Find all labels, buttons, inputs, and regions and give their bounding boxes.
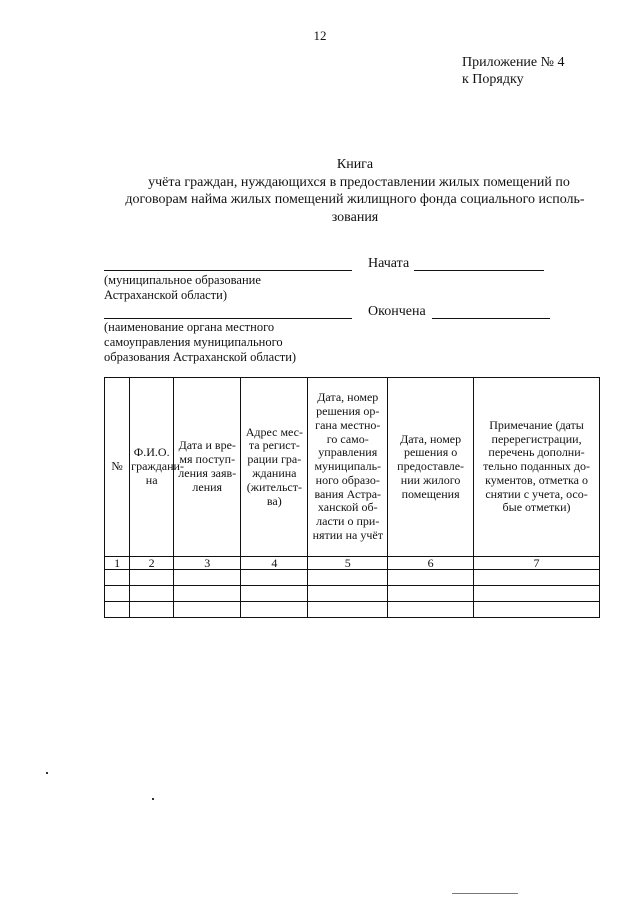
- header-notes: Примечание (даты перерегистрации, перечень дополни- тельно поданных до- кументов, отметка о снятии с учета, осо- бые отметки): [474, 378, 600, 557]
- table-cell: [308, 586, 388, 602]
- title-line-1: Книга: [336, 157, 374, 172]
- table-cell: [241, 602, 308, 618]
- table-cell: [130, 602, 174, 618]
- appendix-reference: [462, 54, 565, 88]
- authority-caption-line-3: образования Астраханской области): [104, 350, 297, 364]
- title-line-3: договорам найма жилых помещений жилищного фонда социального исполь-: [125, 192, 585, 207]
- scan-edge-mark: [452, 893, 518, 894]
- table-row: [105, 586, 600, 602]
- table-cell: [105, 570, 130, 586]
- table-row: [105, 602, 600, 618]
- finished-blank-line: [432, 318, 550, 319]
- column-number: 1: [105, 557, 130, 570]
- table-header-row: [105, 378, 600, 557]
- header-acceptance-decision: Дата, номер решения ор- гана местно- го само- управления муниципаль- ного образо- вания Астра- ханской об- ласти о при- нятии на учёт: [308, 378, 388, 557]
- table-cell: [174, 602, 241, 618]
- table-cell: [174, 586, 241, 602]
- table-cell: [308, 602, 388, 618]
- table-cell: [474, 586, 600, 602]
- column-number: 4: [241, 557, 308, 570]
- table-cell: [105, 586, 130, 602]
- scan-speck: [152, 798, 154, 800]
- started-blank-line: [414, 270, 544, 271]
- scan-speck: [46, 772, 48, 774]
- appendix-line-1: Приложение № 4: [462, 55, 565, 70]
- table-cell: [130, 570, 174, 586]
- table-cell: [174, 570, 241, 586]
- authority-caption: [104, 320, 296, 365]
- column-number: 2: [130, 557, 174, 570]
- municipality-caption-line-2: Астраханской области): [104, 288, 227, 302]
- municipality-caption: [104, 273, 261, 303]
- header-application-date: Дата и вре- мя поступ- ления заяв- ления: [174, 378, 241, 557]
- municipality-blank-line: [104, 270, 352, 271]
- table-cell: [105, 602, 130, 618]
- appendix-line-2: к Порядку: [462, 72, 524, 87]
- column-number: 5: [308, 557, 388, 570]
- header-housing-decision: Дата, номер решения о предоставле- нии жилого помещения: [388, 378, 474, 557]
- document-title: [100, 156, 610, 226]
- column-number-row: [105, 557, 600, 570]
- table-cell: [474, 570, 600, 586]
- authority-caption-line-1: (наименование органа местного: [104, 320, 275, 334]
- registry-table: [104, 377, 600, 618]
- table-row: [105, 570, 600, 586]
- table-cell: [388, 570, 474, 586]
- column-number: 6: [388, 557, 474, 570]
- header-full-name: Ф.И.О. граждани- на: [130, 378, 174, 557]
- page-number: 12: [313, 28, 327, 43]
- column-number: 7: [474, 557, 600, 570]
- title-line-4: зования: [331, 209, 379, 225]
- table-cell: [130, 586, 174, 602]
- finished-label: Окончена: [368, 304, 426, 319]
- table-cell: [474, 602, 600, 618]
- table-cell: [308, 570, 388, 586]
- column-number: 3: [174, 557, 241, 570]
- authority-blank-line: [104, 318, 352, 319]
- table-cell: [388, 602, 474, 618]
- title-line-2: учёта граждан, нуждающихся в предоставлении жилых помещений по: [148, 174, 570, 190]
- header-registration-address: Адрес мес- та регист- рации гра- жданина (жительст- ва): [241, 378, 308, 557]
- table-cell: [241, 586, 308, 602]
- municipality-caption-line-1: (муниципальное образование: [104, 273, 261, 287]
- table-cell: [388, 586, 474, 602]
- started-label: Начата: [368, 256, 410, 271]
- authority-caption-line-2: самоуправления муниципального: [104, 335, 283, 349]
- header-number: №: [105, 378, 130, 557]
- table-cell: [241, 570, 308, 586]
